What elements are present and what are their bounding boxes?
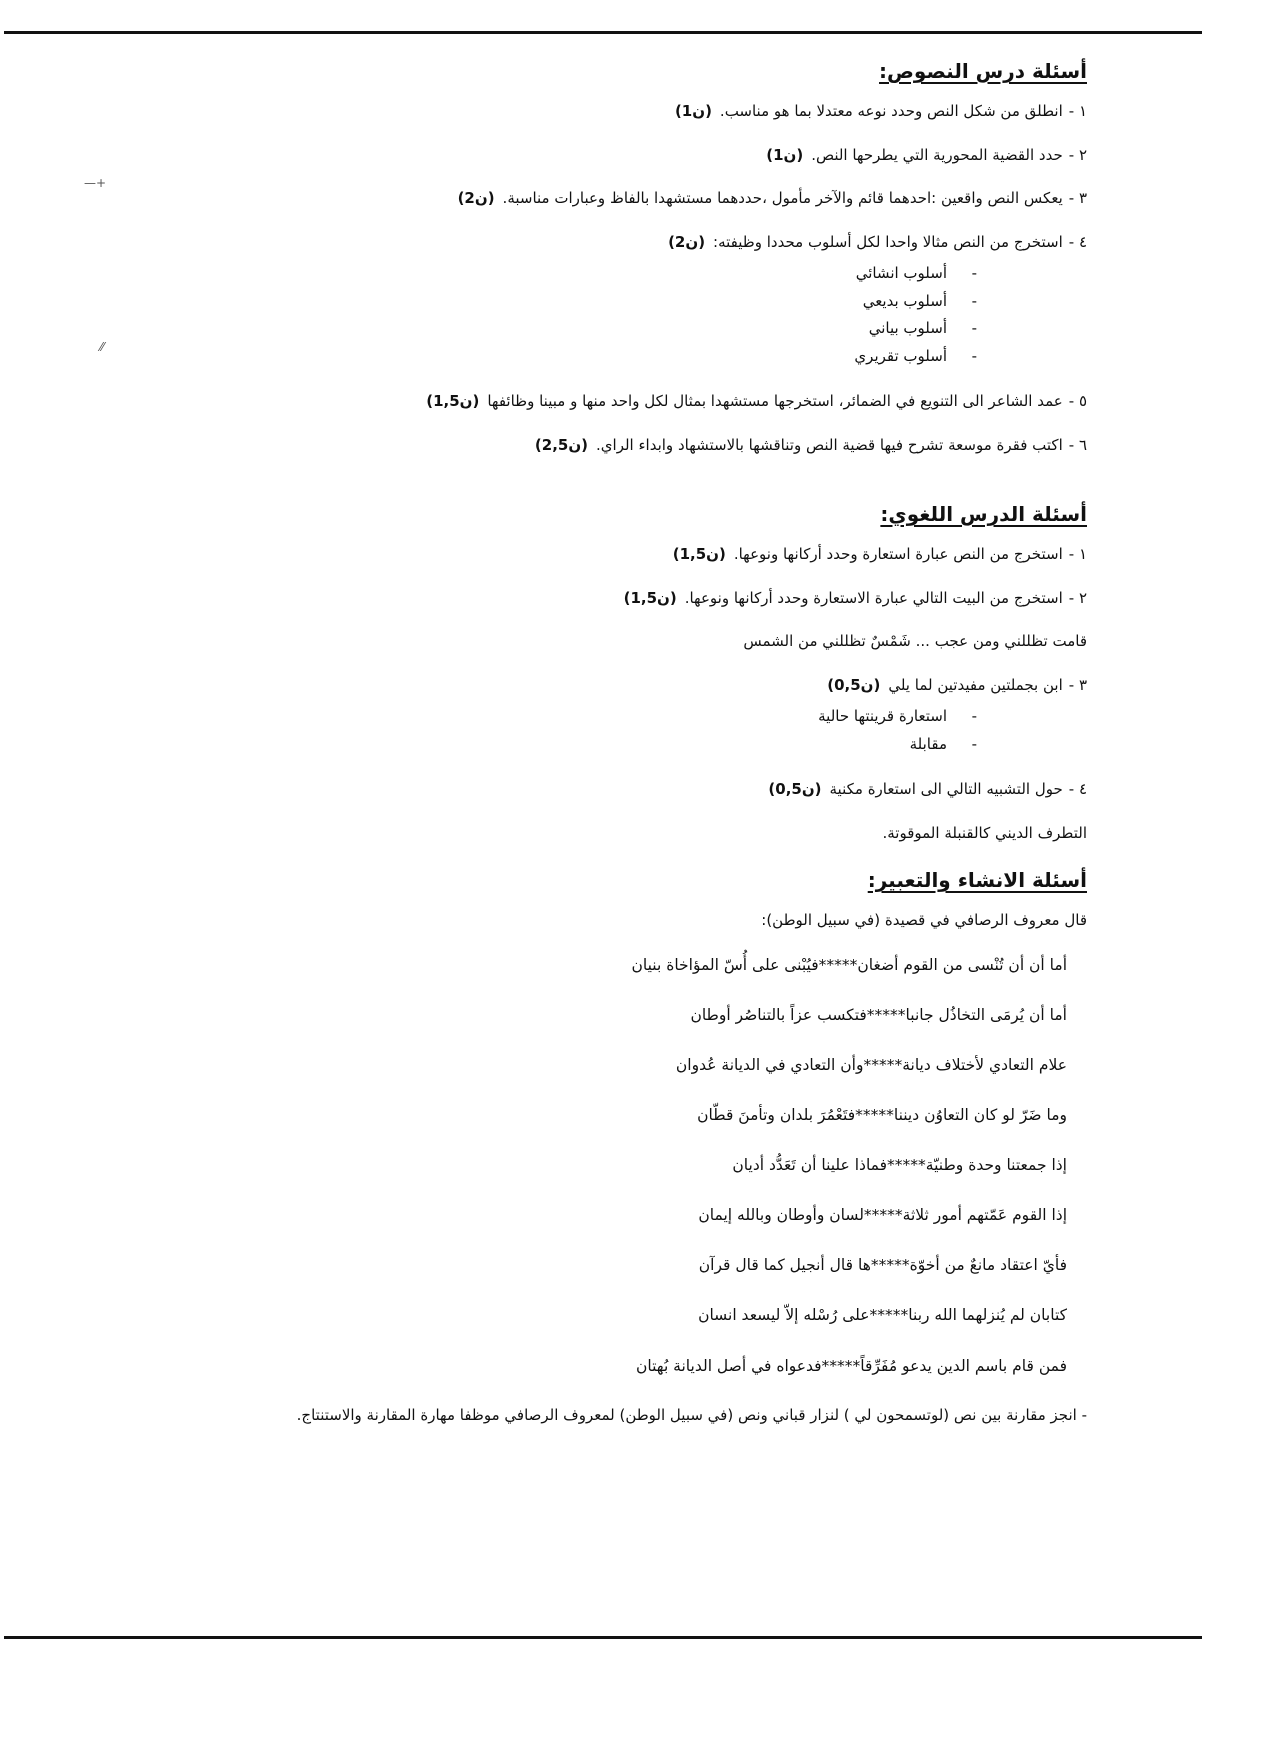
poem-verse: علام التعادي لأختلاف ديانة*****وأن التعادي في الديانة عُدوان (675, 1055, 1067, 1074)
question-number: ٤ - (1068, 780, 1087, 798)
question-number: ٣ - (1068, 675, 1087, 694)
language-question-2 (87, 589, 1087, 609)
poem-verse: فمن قام باسم الدين يدعو مُفَرِّقاً*****فدعواه في أصل الديانة بُهتان (636, 1356, 1067, 1375)
section-title-language: أسئلة الدرس اللغوي: (880, 502, 1087, 526)
question-number: ٢ - (1068, 145, 1087, 164)
question-6 (87, 436, 1087, 456)
question-points: (1,5ن) (426, 392, 480, 410)
question-text: عمد الشاعر الى التنويع في الضمائر، استخرجها مستشهدا بمثال لكل واحد منها و مبينا وظائفها (487, 392, 1063, 410)
question-text: حدد القضية المحورية التي يطرحها النص. (811, 145, 1063, 164)
question-number: ٣ - (1068, 189, 1087, 207)
section-title-texts: أسئلة درس النصوص: (879, 59, 1087, 83)
question-text: استخرج من البيت التالي عبارة الاستعارة وحدد أركانها ونوعها. (684, 588, 1063, 607)
list-item: - أسلوب تقريري (87, 347, 977, 367)
language-question-1 (87, 545, 1087, 565)
poem-verse: كتابان لم يُنزلهما الله ربنا*****على رُسْله إلاّ ليسعد انسان (698, 1306, 1067, 1325)
question-points: (1,5ن) (672, 545, 726, 563)
question-points: (0,5ن) (768, 780, 822, 798)
poem-verse: أما أن أن تُنْسى من القوم أضغان*****فيُبْنى على أُسّ المؤاخاة بنيان (631, 955, 1067, 974)
question-text: حول التشبيه التالي الى استعارة مكنية (829, 780, 1063, 798)
question-number: ٦ - (1068, 435, 1087, 454)
poem-verse: إذا جمعتنا وحدة وطنيّة*****فماذا علينا أن تَعَدُّد أديان (732, 1156, 1067, 1175)
list-item: - مقابلة (87, 735, 977, 755)
q3-item-list (87, 707, 977, 754)
list-item: - استعارة قرينتها حالية (87, 707, 977, 727)
poem-verse: إذا القوم عَمّتهم أمور ثلاثة*****لسان وأوطان وبالله إيمان (698, 1206, 1067, 1225)
question-points: (1ن) (674, 102, 712, 120)
question-points: (2ن) (668, 232, 706, 251)
question-5 (87, 392, 1087, 412)
poem-verse: وما ضَرّ لو كان التعاوُن ديننا*****فتَعْمُرَ بلدان وتأمنَ قطّان (697, 1105, 1067, 1124)
style-list (87, 264, 977, 366)
scan-mark: —+ (84, 176, 107, 190)
poem (87, 955, 1067, 1376)
question-number: ٤ - (1068, 232, 1087, 251)
question-number: ١ - (1068, 545, 1087, 563)
question-2 (87, 146, 1087, 166)
question-text: استخرج من النص مثالا واحدا لكل أسلوب محددا وظيفته: (713, 232, 1063, 251)
poem-intro: قال معروف الرصافي في قصيدة (في سبيل الوطن): (761, 911, 1087, 929)
question-text: ابن بجملتين مفيدتين لما يلي (888, 675, 1063, 694)
poem-verse: فأيّ اعتقاد مانعٌ من أخوّة*****ها قال أنجيل كما قال قرآن (698, 1256, 1067, 1275)
question-points: (1,5ن) (623, 588, 677, 607)
question-text: انطلق من شكل النص وحدد نوعه معتدلا بما هو مناسب. (719, 102, 1063, 120)
poem-verse: أما أن يُرمَى التخاذُل جانبا*****فتكسب عزاً بالتناصُر أوطان (690, 1005, 1067, 1024)
list-item: - أسلوب بياني (87, 319, 977, 339)
question-points: (2,5ن) (534, 435, 589, 454)
list-item: - أسلوب بديعي (87, 292, 977, 312)
bottom-rule (4, 1636, 1202, 1639)
question-number: ٢ - (1068, 588, 1087, 607)
question-number: ١ - (1068, 102, 1087, 120)
simile-sentence: التطرف الديني كالقنبلة الموقوتة. (882, 823, 1087, 842)
quoted-verse: قامت تظللني ومن عجب ... شَمْسٌ تظللني من الشمس (743, 632, 1087, 650)
top-rule (4, 31, 1202, 34)
language-question-3 (87, 676, 1087, 696)
question-text: استخرج من النص عبارة استعارة وحدد أركانها ونوعها. (733, 545, 1063, 563)
question-3 (87, 189, 1087, 209)
language-question-4 (87, 780, 1087, 800)
question-1 (87, 102, 1087, 122)
question-text: يعكس النص واقعين :احدهما قائم والآخر مأمول ،حددهما مستشهدا بالفاظ وعبارات مناسبة. (502, 189, 1063, 207)
question-points: (0,5ن) (827, 675, 881, 694)
question-4 (87, 233, 1087, 253)
question-text: اكتب فقرة موسعة تشرح فيها قضية النص وتناقشها بالاستشهاد وابداء الراي. (596, 435, 1063, 454)
question-number: ٥ - (1068, 392, 1087, 410)
scan-mark: ⁄⁄ (100, 340, 105, 354)
question-points: (2ن) (457, 189, 495, 207)
composition-task: - انجز مقارنة بين نص (لوتسمحون لي ) لنزار قباني ونص (في سبيل الوطن) لمعروف الرصافي موظفا مهارة المقارنة والاستنتاج. (296, 1405, 1087, 1424)
list-item: - أسلوب انشائي (87, 264, 977, 284)
section-title-composition: أسئلة الانشاء والتعبير: (867, 868, 1087, 892)
exam-content (87, 58, 1087, 1425)
question-points: (1ن) (766, 145, 804, 164)
